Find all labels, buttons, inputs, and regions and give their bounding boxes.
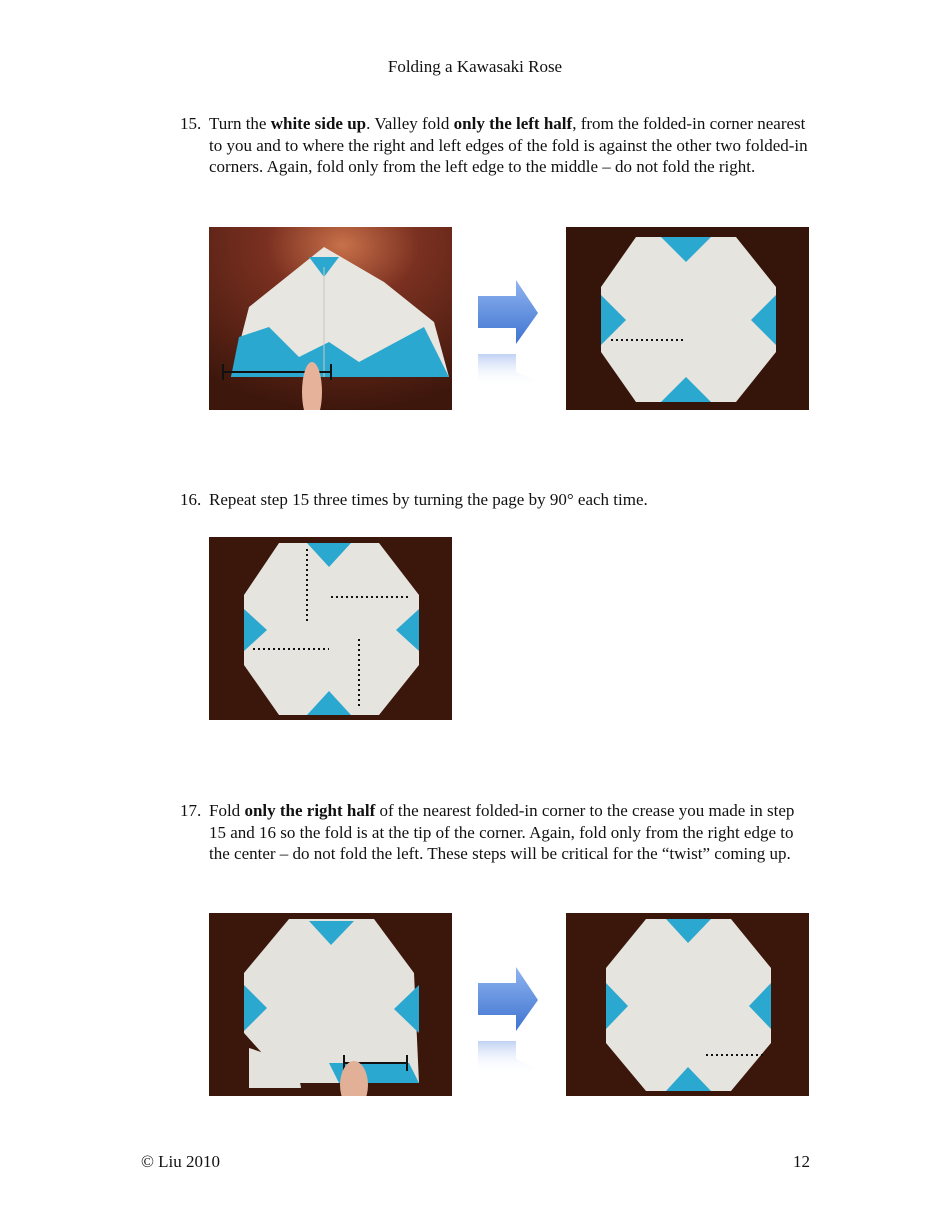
step-text xyxy=(209,489,810,511)
step-text-segment: Repeat step 15 three times by turning the page by 90° each time. xyxy=(209,490,648,509)
emphasis-text: only the left half xyxy=(453,114,573,133)
step-text-segment: , from the folded-in corner nearest to you and to where the right and left edges of the fold is against the other two folded-in corners. Again, fold only from the left edge to the middle – do not fold the right. xyxy=(209,114,808,176)
page-header: Folding a Kawasaki Rose xyxy=(387,57,563,76)
photo-step17-before xyxy=(209,913,452,1096)
step-text-segment: Turn the xyxy=(209,114,271,133)
step-text-segment: Fold xyxy=(209,801,245,820)
photo-step16 xyxy=(209,537,452,720)
arrow-right-icon xyxy=(476,276,540,386)
step-text-segment: of the nearest folded-in corner to the crease you made in step 15 and 16 so the fold is at the tip of the corner. Again, fold only from the right edge to the center – do not fold the left. These steps will be critical for the “twist” coming up. xyxy=(209,801,795,863)
step-15 xyxy=(180,113,810,178)
photo-step15-before xyxy=(209,227,452,410)
arrow-right-icon xyxy=(476,963,540,1073)
step-number: 16. xyxy=(180,490,202,509)
step-text-segment: . Valley fold xyxy=(366,114,454,133)
emphasis-text: only the right half xyxy=(244,801,376,820)
photo-step17-after xyxy=(566,913,809,1096)
step-number: 17. xyxy=(180,801,202,820)
step-text xyxy=(209,800,810,865)
photo-step15-after xyxy=(566,227,809,410)
step-17 xyxy=(180,800,810,865)
footer-copyright: © Liu 2010 xyxy=(141,1152,221,1171)
step-text xyxy=(209,113,810,178)
step-number: 15. xyxy=(180,114,202,133)
emphasis-text: white side up xyxy=(270,114,367,133)
step-16 xyxy=(180,489,810,511)
footer-page-number: 12 xyxy=(793,1152,810,1171)
